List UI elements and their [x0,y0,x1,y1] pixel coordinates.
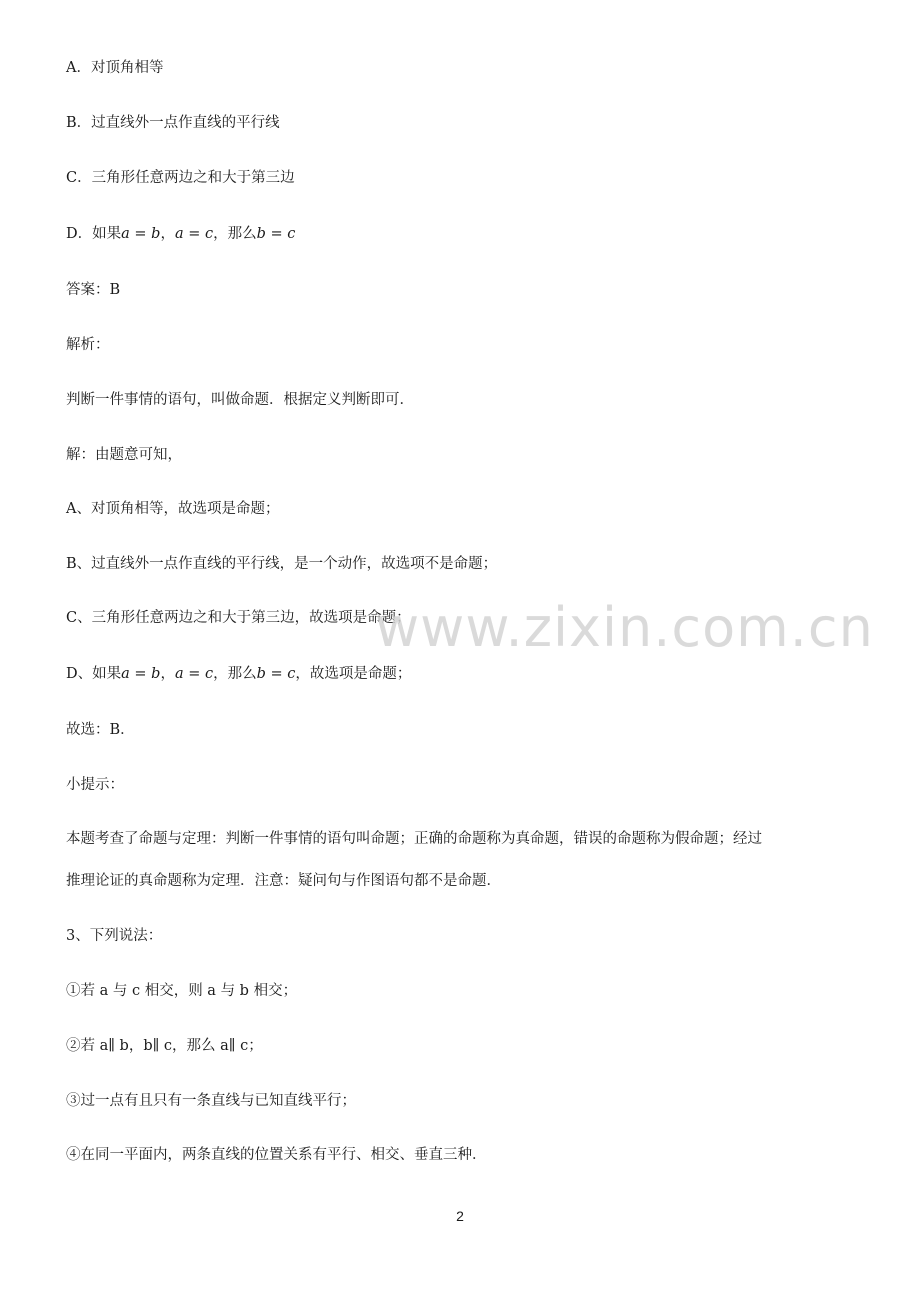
question-3-title: 3、下列说法： [66,928,163,944]
option-c: C．三角形任意两边之和大于第三边 [66,170,295,186]
option-a: A．对顶角相等 [66,60,164,76]
tip-label: 小提示： [66,777,124,793]
solution-d-math2: a = c [174,666,214,682]
solution-d-sep2: ，那么 [213,666,257,682]
option-d-math1: a = b [121,226,161,242]
solution-d-math1: a = b [121,666,161,682]
solution-d [66,664,411,684]
conclusion: 故选：B． [66,722,135,738]
option-d [66,224,295,244]
option-b: B．过直线外一点作直线的平行线 [66,115,280,131]
solution-a: A、对顶角相等，故选项是命题； [66,501,280,517]
page-number: 2 [456,1208,464,1224]
statement-4: ④在同一平面内，两条直线的位置关系有平行、相交、垂直三种． [66,1147,487,1163]
answer-line: 答案：B [66,282,121,298]
solution-d-prefix: D、如果 [66,666,122,682]
tip-line-2: 推理论证的真命题称为定理．注意：疑问句与作图语句都不是命题． [66,873,501,889]
statement-1: ①若 a 与 c 相交，则 a 与 b 相交； [66,983,298,999]
solution-d-sep1: ， [160,666,175,682]
watermark: www.zixin.com.cn [375,596,874,659]
option-d-sep1: ， [160,226,175,242]
option-d-sep2: ，那么 [213,226,257,242]
analysis-label: 解析： [66,337,110,353]
statement-3: ③过一点有且只有一条直线与已知直线平行； [66,1093,356,1109]
solution-b: B、过直线外一点作直线的平行线，是一个动作，故选项不是命题； [66,556,498,572]
statement-2: ②若 a∥ b，b∥ c，那么 a∥ c； [66,1038,263,1054]
solution-d-suffix: ，故选项是命题； [295,666,412,682]
solution-intro: 解：由题意可知， [66,447,182,463]
solution-d-math3: b = c [256,666,296,682]
option-d-prefix: D．如果 [66,226,122,242]
analysis-text: 判断一件事情的语句，叫做命题．根据定义判断即可． [66,392,414,408]
solution-c: C、三角形任意两边之和大于第三边，故选项是命题； [66,610,411,626]
tip-line-1: 本题考查了命题与定理：判断一件事情的语句叫命题；正确的命题称为真命题，错误的命题称为假命题；经过 [66,831,762,847]
option-d-math2: a = c [174,226,214,242]
option-d-math3: b = c [256,226,296,242]
